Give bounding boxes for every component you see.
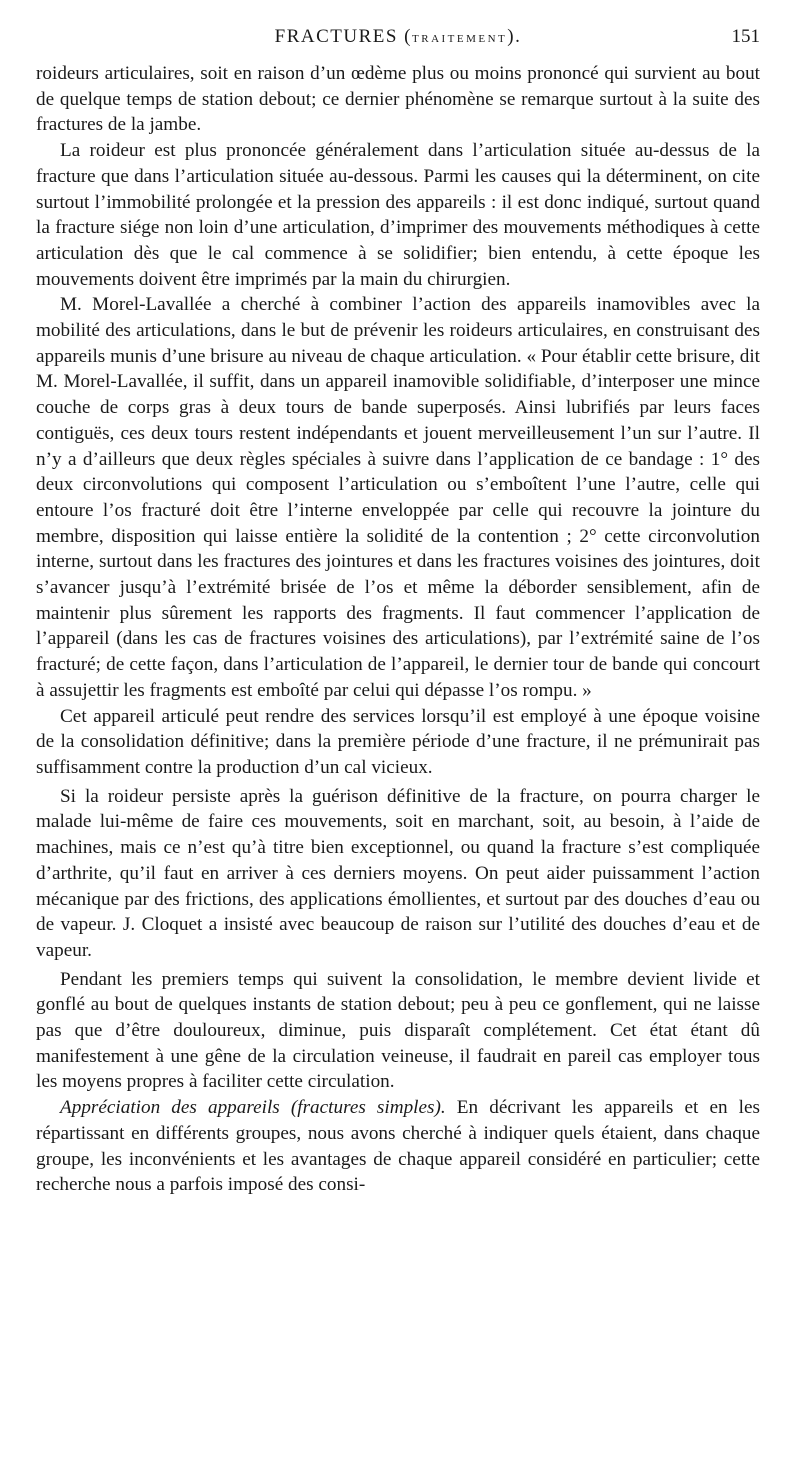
paragraph-text: roideurs articulaires, soit en raison d’un œdème plus ou moins prononcé qui survient au bout de quelque temps de station debout; ce dernier phénomène se remarque surtout à la suite des fractures de la jambe.: [36, 63, 760, 136]
paragraph-text: En décrivant les appareils et en les répartissant en différents groupes, nous avons cherché à indiquer quels étaient, dans chaque groupe, les inconvénients et les avantages de chaque appareil considéré en particulier; cette recherche nous a parfois imposé des consi-: [36, 1097, 760, 1196]
paragraph-appareil-articule: [36, 704, 760, 781]
paragraph-appreciation: [36, 1095, 760, 1198]
body-text: [36, 61, 760, 1198]
running-title-end: ).: [507, 26, 522, 47]
paragraph-premiers-temps: [36, 967, 760, 1096]
running-title-subsection: TRAITEMENT: [412, 33, 508, 45]
paragraph-text: Pendant les premiers temps qui suivent la consolidation, le membre devient livide et gonflé au bout de quelques instants de station debout; peu à peu ce gonflement, qui ne laisse pas que d’être douloureux, diminue, puis disparaît complétement. Cet état étant dû manifestement à une gêne de la circulation veineuse, il faudrait en pareil cas employer tous les moyens propres à faciliter cette circulation.: [36, 968, 760, 1093]
paragraph-text: Si la roideur persiste après la guérison définitive de la fracture, on pourra charger le malade lui-même de faire ces mouvements, soit en marchant, soit, au besoin, à l’aide de machines, mais ce n’est qu’à titre bien exceptionnel, ou quand la fracture s’est compliquée d’arthrite, qu’il faut en arriver à ces derniers moyens. On peut aider puissamment l’action mécanique par des frictions, des applications émollientes, et surtout par des douches d’eau ou de vapeur. J. Cloquet a insisté avec beaucoup de raison sur l’utilité des douches d’eau et de vapeur.: [36, 785, 760, 961]
running-title: [36, 26, 760, 48]
paragraph-text: M. Morel-Lavallée a cherché à combiner l’action des appareils inamovibles avec la mobilité des articulations, dans le but de prévenir les roideurs articulaires, en construisant des appareils munis d’une brisure au niveau de chaque articulation. « Pour établir cette brisure, dit M. Morel-Lavallée, il suffit, dans un appareil inamovible solidifiable, d’interposer une mince couche de corps gras à deux tours de bande superposés. Ainsi lubrifiés par leurs faces contiguës, ces deux tours restent indépendants et jouent merveilleusement l’un sur l’autre. Il n’y a d’ailleurs que deux règles spéciales à suivre dans l’application de ce bandage : 1° des deux circonvolutions qui composent l’articulation ou s’emboîtent l’une l’autre, celle qui entoure l’os fracturé doit être l’interne enveloppée par celle qui recouvre la jointure du membre, disposition qui laisse entière la solidité de la contention ; 2° cette circonvolution interne, surtout dans les fractures des jointures et dans les fractures voisines des jointures, doit s’avancer jusqu’à l’extrémité brisée de l’os et même la déborder sensiblement, afin de maintenir plus sûrement les rapports des fragments. Il faut commencer l’application de l’appareil (dans les cas de fractures voisines des articulations), par l’extrémité saine de l’os fracturé; de cette façon, dans l’articulation de l’appareil, le dernier tour de bande qui concourt à assujettir les fragments est emboîté par celui qui dépasse l’os rompu. »: [36, 294, 760, 701]
paragraph-morel-lavallee: [36, 292, 760, 703]
section-lead-heading: Appréciation des appareils (fractures simples).: [60, 1097, 446, 1119]
paragraph-text: La roideur est plus prononcée généralement dans l’articulation située au-dessus de la fracture que dans l’articulation située au-dessous. Parmi les causes qui la déterminent, on cite surtout l’immobilité prolongée et la pression des appareils : il est donc indiqué, surtout quand la fracture siége non loin d’une articulation, d’imprimer des mouvements méthodiques à cette articulation dès que le cal commence à se solidifier; bien entendu, à cette époque les mouvements doivent être imprimés par la main du chirurgien.: [36, 140, 760, 290]
paragraph-text: Cet appareil articulé peut rendre des services lorsqu’il est employé à une époque voisine de la consolidation définitive; dans la première période d’une fracture, il ne prémunirait pas suffisamment contre la production d’un cal vicieux.: [36, 705, 760, 778]
page-number: 151: [731, 26, 760, 47]
paragraph-continuation: [36, 61, 760, 138]
paragraph-roideur: [36, 138, 760, 292]
paragraph-roideur-persiste: [36, 784, 760, 964]
running-title-main: FRACTURES (: [274, 26, 413, 47]
page-header: [36, 26, 760, 58]
